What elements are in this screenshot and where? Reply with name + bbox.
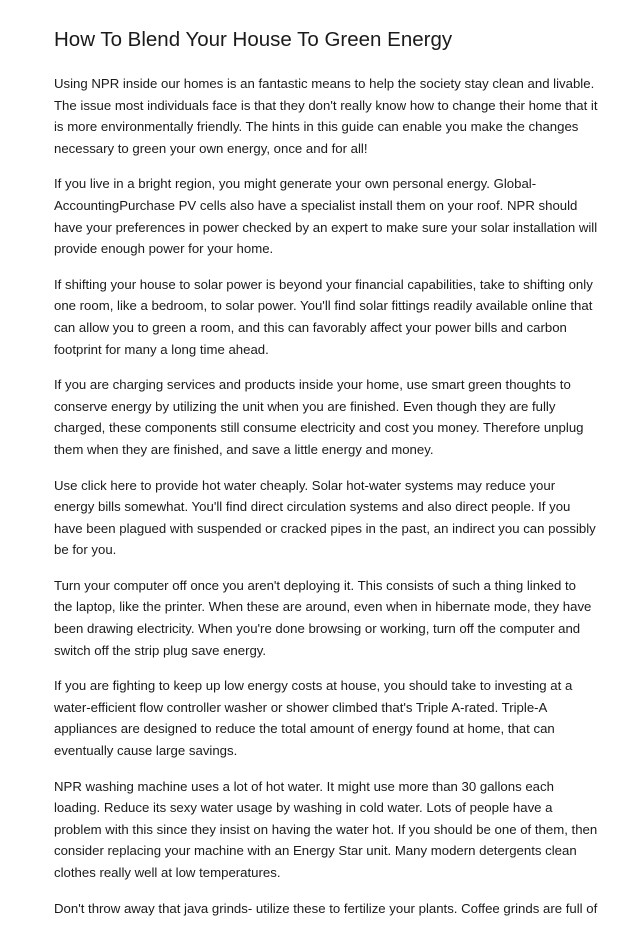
text-line: necessary to green your own energy, once and for all! (54, 140, 368, 156)
text-line: conserve energy by utilizing the unit when you are finished. Even though they are fully (54, 398, 556, 414)
text-line: water-efficient flow controller washer or shower climbed that's Triple A-rated. Triple-A (54, 699, 548, 715)
text-line: the laptop, like the printer. When these are around, even when in hibernate mode, they have (54, 599, 592, 615)
text-line: is more environmentally friendly. The hints in this guide can enable you make the changes (54, 119, 579, 135)
text-line: clothes really well at low temperatures. (54, 865, 281, 880)
text-line: Using NPR inside our homes is an fantastic means to help the society stay clean and livable. (54, 76, 595, 91)
text-line: eventually cause large savings. (54, 743, 238, 759)
text-line: charged, these components still consume electricity and cost you money. Therefore unplug (54, 420, 584, 436)
document-page (54, 26, 598, 933)
paragraph-7 (54, 675, 594, 761)
paragraph-6 (54, 575, 594, 661)
text-line: appliances are designed to reduce the total amount of energy found at home, that can (54, 721, 555, 737)
text-line: If you are charging services and products inside your home, use smart green thoughts to (54, 377, 571, 393)
paragraph-4 (54, 374, 594, 460)
paragraph-1 (54, 73, 598, 159)
text-line: energy bills somewhat. You'll find direct circulation systems and also direct people. If you (54, 499, 571, 515)
paragraph-8 (54, 776, 598, 884)
text-line: have your preferences in power checked by an expert to make sure your solar installation will (54, 219, 598, 235)
text-line: them when they are finished, and save a little energy and money. (54, 441, 434, 457)
paragraph-2 (54, 173, 598, 259)
text-line: NPR washing machine uses a lot of hot water. It might use more than 30 gallons each (54, 778, 554, 794)
text-line: switch off the strip plug save energy. (54, 642, 267, 658)
text-line: If you are fighting to keep up low energy costs at house, you should take to investing at a (54, 678, 573, 694)
paragraph-3 (54, 274, 594, 360)
text-line: AccountingPurchase PV cells also have a specialist install them on your roof. NPR should (54, 197, 578, 213)
paragraph-9 (54, 898, 598, 920)
text-line: one room, like a bedroom, to solar power. You'll find solar fittings readily available online that (54, 298, 593, 314)
text-line: footprint for many a long time ahead. (54, 341, 269, 357)
text-line: Don't throw away that java grinds- utilize these to fertilize your plants. Coffee grinds are full of (54, 900, 598, 916)
text-line: If you live in a bright region, you might generate your own personal energy. Global- (54, 176, 537, 192)
text-line: The issue most individuals face is that they don't really know how to change their home that it (54, 97, 598, 113)
text-line: be for you. (54, 542, 117, 558)
text-line: problem with this since they insist on having the water hot. If you should be one of them, then (54, 821, 598, 837)
page-title: How To Blend Your House To Green Energy (54, 28, 453, 51)
text-line: consider replacing your machine with an Energy Star unit. Many modern detergents clean (54, 843, 577, 859)
text-line: can allow you to green a room, and this can favorably affect your power bills and carbon (54, 319, 567, 335)
text-line: provide enough power for your home. (54, 241, 274, 257)
paragraph-5 (54, 475, 594, 561)
text-line: If shifting your house to solar power is beyond your financial capabilities, take to shifting only (54, 276, 593, 292)
text-line: Turn your computer off once you aren't deploying it. This consists of such a thing linked to (54, 577, 576, 593)
text-line: loading. Reduce its sexy water usage by washing in cold water. Lots of people have a (54, 800, 553, 816)
text-line: Use click here to provide hot water cheaply. Solar hot-water systems may reduce your (54, 477, 556, 493)
text-line: been drawing electricity. When you're done browsing or working, turn off the computer and (54, 621, 581, 637)
text-line: have been plagued with suspended or cracked pipes in the past, an indirect you can possibly (54, 520, 596, 536)
